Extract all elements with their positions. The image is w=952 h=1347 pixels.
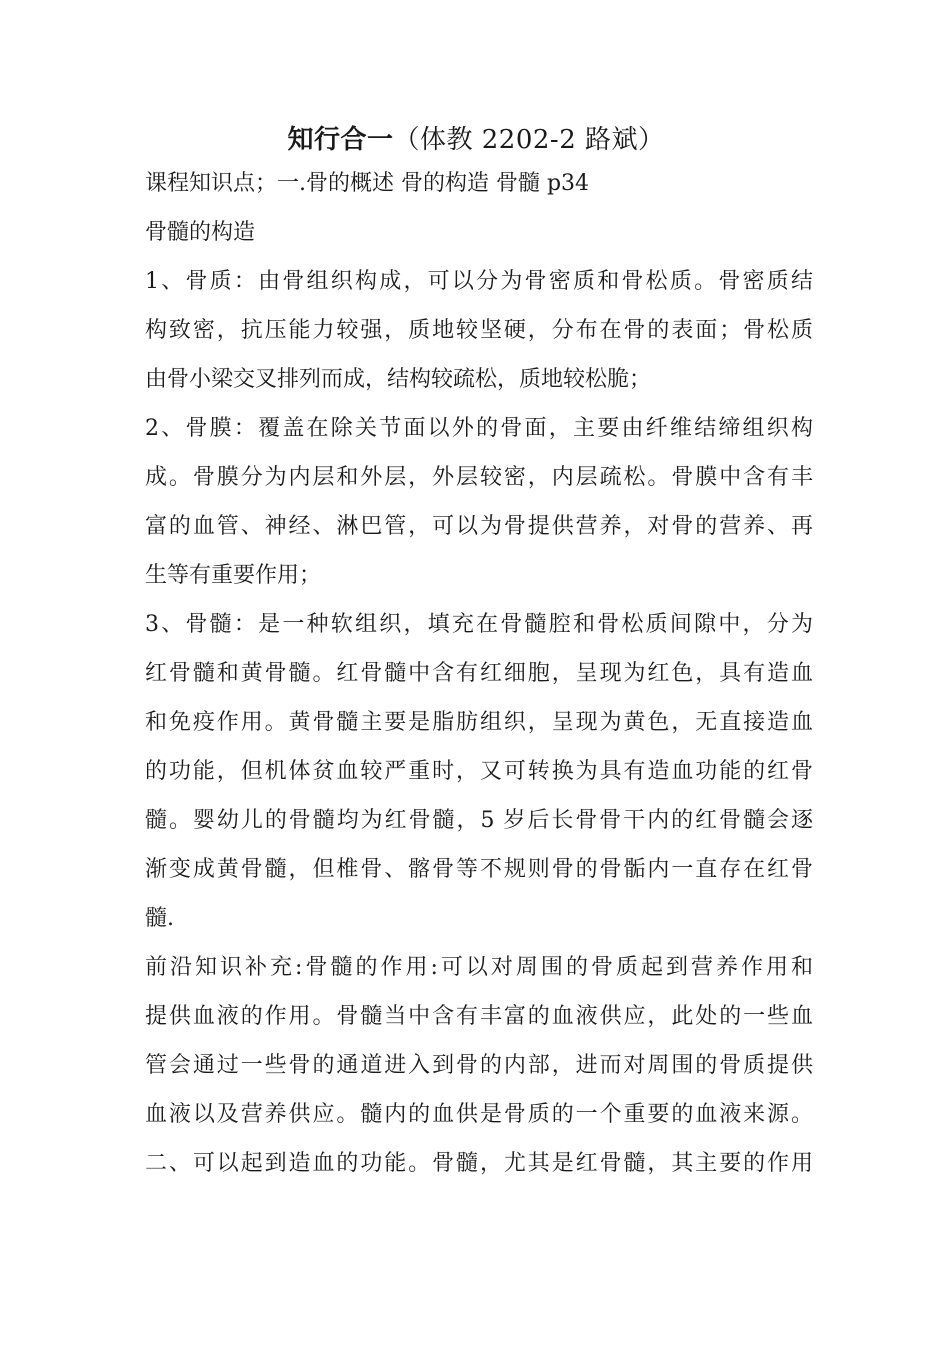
text-line: 血液以及营养供应。髓内的血供是骨质的一个重要的血液来源。 (145, 1102, 813, 1127)
text-line: 构致密，抗压能力较强，质地较坚硬，分布在骨的表面；骨松质 (145, 318, 813, 343)
text-line: 和免疫作用。黄骨髓主要是脂肪组织，呈现为黄色，无直接造血 (145, 710, 813, 735)
text-line: 的功能，但机体贫血较严重时，又可转换为具有造血功能的红骨 (145, 759, 813, 784)
text-line: 管会通过一些骨的通道进入到骨的内部，进而对周围的骨质提供 (145, 1053, 813, 1078)
text-line: 由骨小梁交叉排列而成，结构较疏松，质地较松脆； (145, 367, 652, 392)
text-line: 生等有重要作用； (145, 563, 322, 588)
text-line: 3、骨髓：是一种软组织，填充在骨髓腔和骨松质间隙中，分为 (145, 612, 813, 637)
text-line: 富的血管、神经、淋巴管，可以为骨提供营养，对骨的营养、再 (145, 514, 813, 539)
text-line: 二、可以起到造血的功能。骨髓，尤其是红骨髓，其主要的作用 (145, 1151, 813, 1176)
page-title (0, 118, 952, 162)
text-line: 渐变成黄骨髓，但椎骨、髂骨等不规则骨的骨骺内一直存在红骨 (145, 857, 813, 882)
text-line: 髓. (145, 906, 174, 931)
text-line: 1、骨质：由骨组织构成，可以分为骨密质和骨松质。骨密质结 (145, 269, 813, 294)
text-line: 红骨髓和黄骨髓。红骨髓中含有红细胞，呈现为红色，具有造血 (145, 661, 813, 686)
text-line: 提供血液的作用。骨髓当中含有丰富的血液供应，此处的一些血 (145, 1004, 813, 1029)
text-line: 髓。婴幼儿的骨髓均为红骨髓，5 岁后长骨骨干内的红骨髓会逐 (145, 808, 813, 833)
text-line: 前沿知识补充:骨髓的作用:可以对周围的骨质起到营养作用和 (145, 955, 813, 980)
title-main: 知行合一 (287, 125, 394, 155)
document-body (145, 168, 813, 1197)
text-line: 骨髓的构造 (145, 220, 256, 245)
text-line: 课程知识点；一.骨的概述 骨的构造 骨髓 p34 (145, 171, 590, 196)
text-line: 2、骨膜：覆盖在除关节面以外的骨面，主要由纤维结缔组织构 (145, 416, 813, 441)
text-line: 成。骨膜分为内层和外层，外层较密，内层疏松。骨膜中含有丰 (145, 465, 813, 490)
title-author: （体教 2202-2 路斌） (393, 125, 665, 155)
